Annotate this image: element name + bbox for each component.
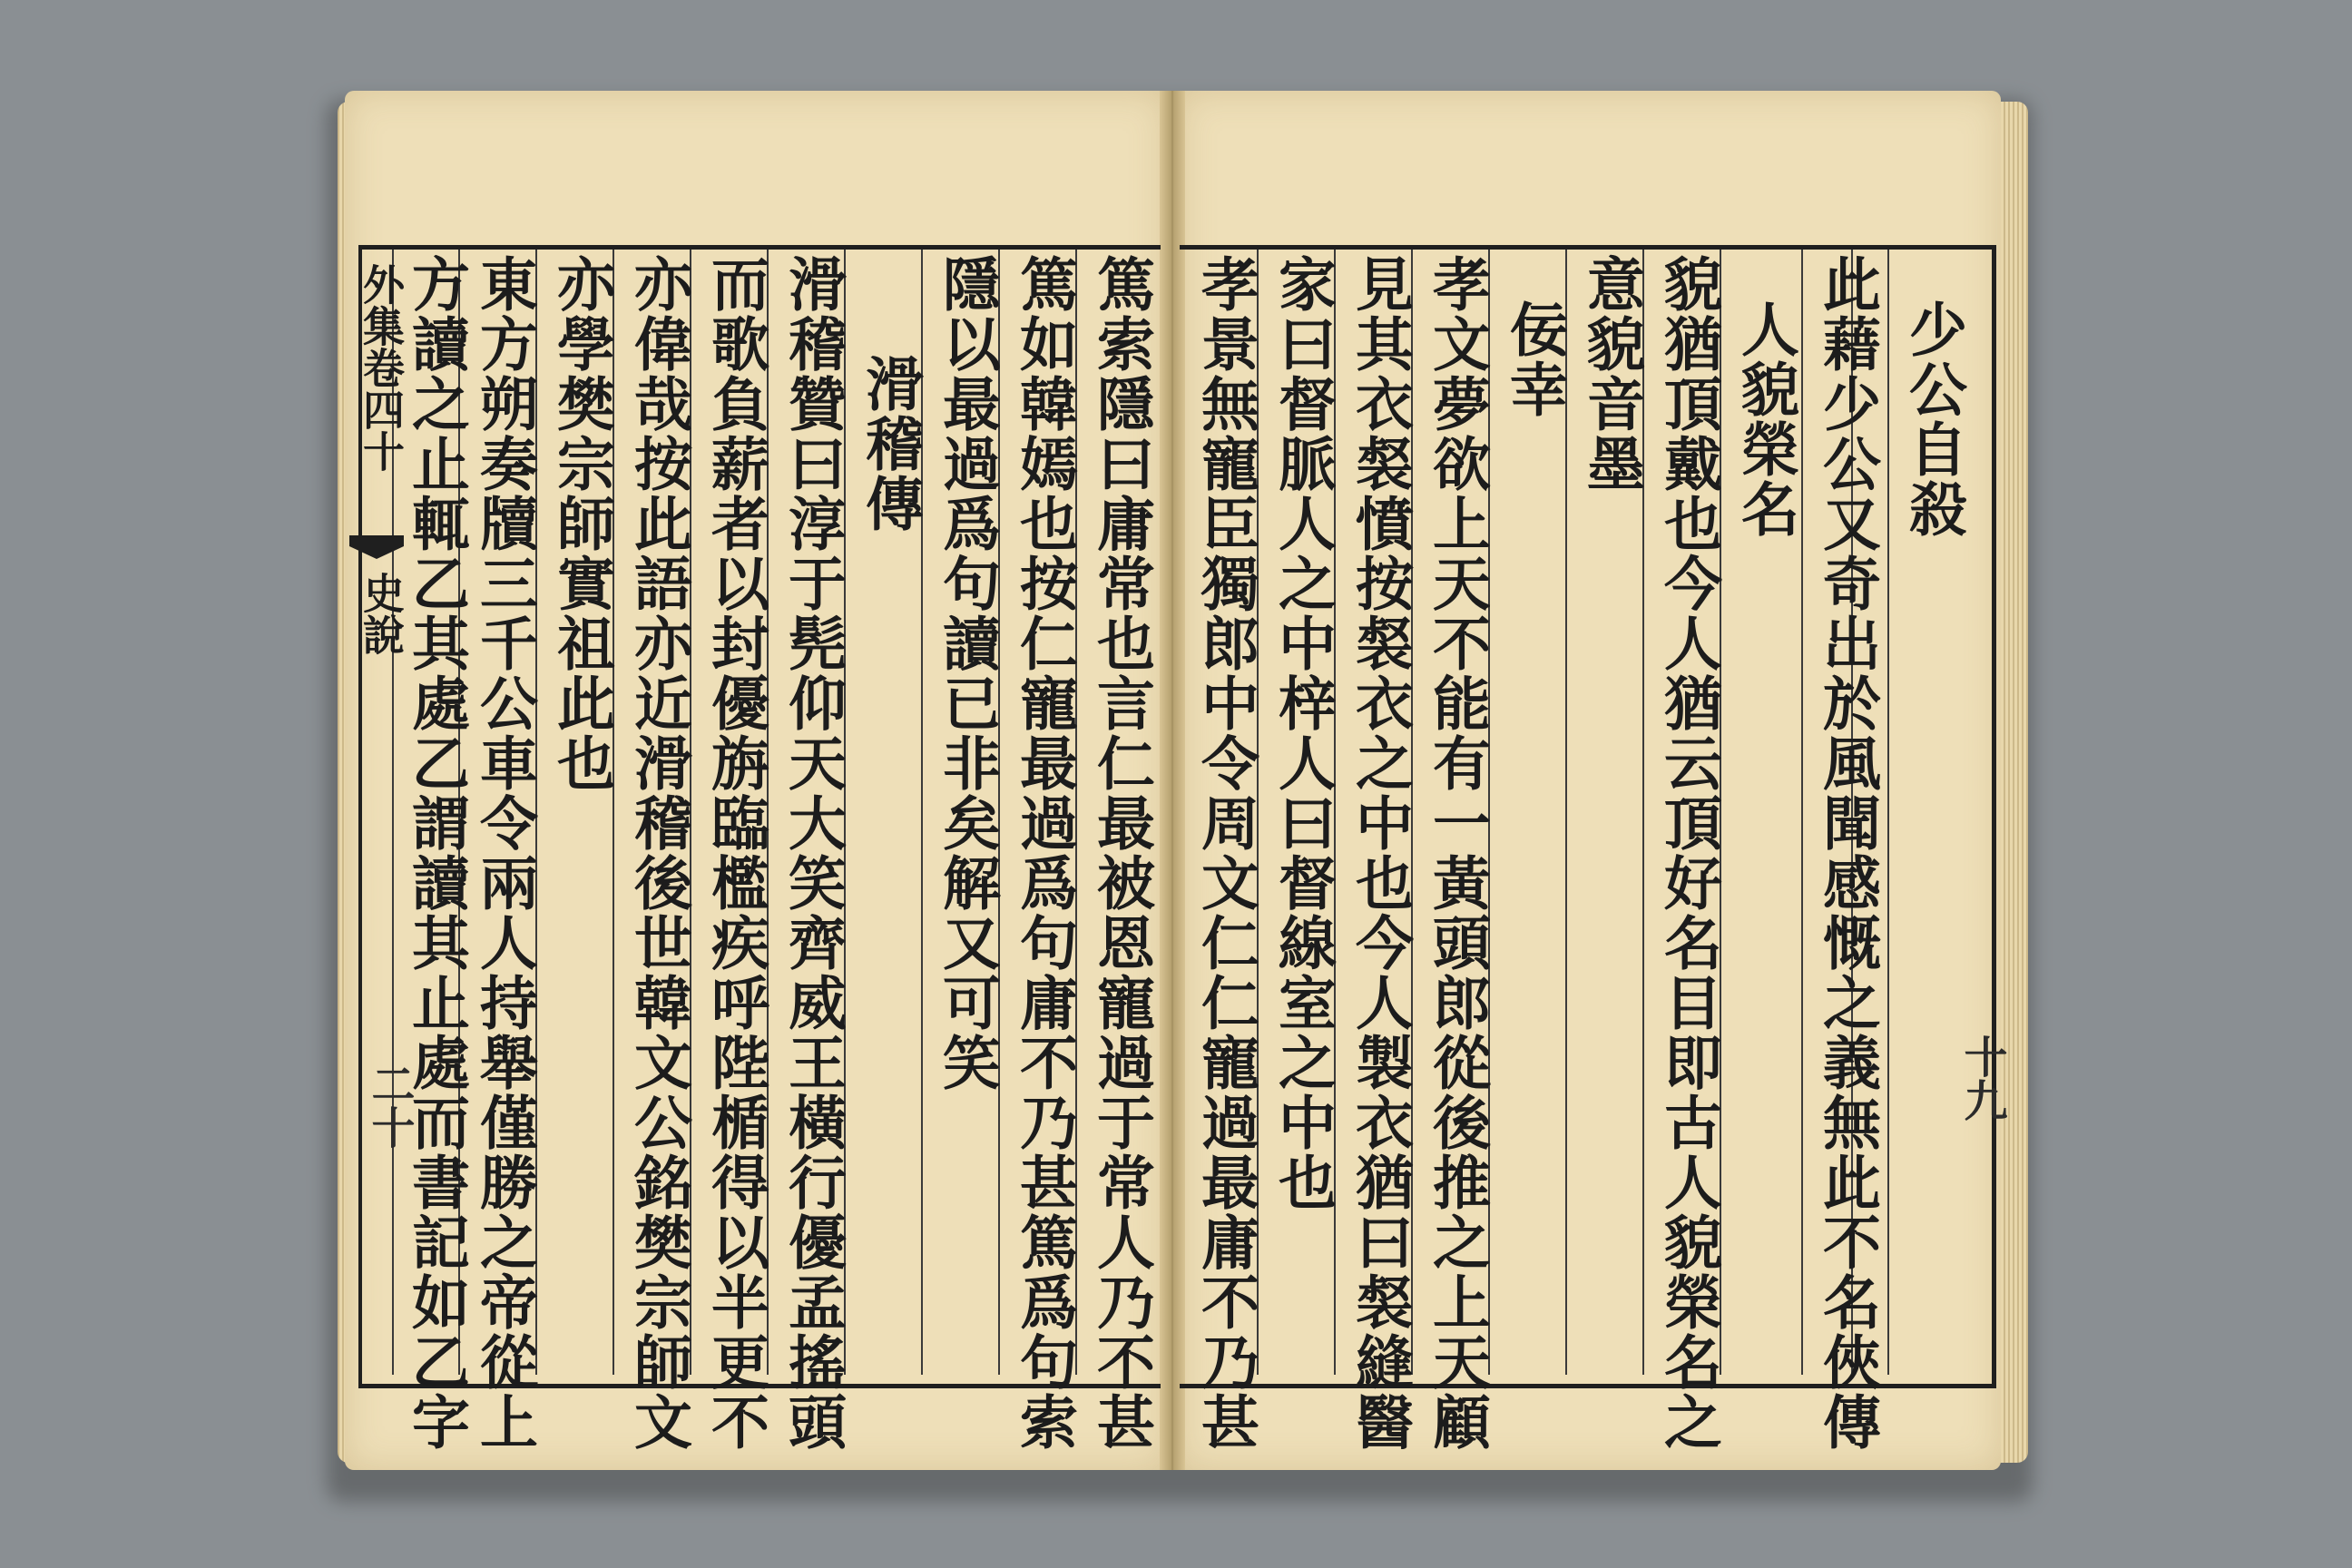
- left-col-4: 滑稽傳: [856, 354, 924, 534]
- left-col-8: 亦學樊宗師實祖此也: [547, 254, 615, 793]
- right-page-number: 十九: [1956, 1034, 2007, 1122]
- right-col-7: 孝文夢欲上天不能有一黃頭郎從後推之上天顧: [1423, 254, 1491, 1452]
- left-col-6: 而歌負薪者以封優旃臨檻疾呼陛楯得以半更不: [701, 254, 769, 1452]
- fish-tail-ornament: [349, 535, 404, 572]
- column-rule: [1887, 250, 1889, 1375]
- right-col-5: 意貌音墨: [1577, 254, 1645, 494]
- left-col-9: 東方朔奏牘三千公車令兩人持舉僅勝之帝從上: [470, 254, 538, 1452]
- left-col-1: 篤索隱曰庸常也言仁最被恩寵過于常人乃不甚: [1087, 254, 1155, 1452]
- left-page-number: 二十: [364, 1062, 415, 1149]
- right-col-9: 家曰督脈人之中梓人曰督線室之中也: [1269, 254, 1337, 1212]
- left-col-5: 滑稽贊曰淳于髡仰天大笑齊威王橫行優孟搖頭: [779, 254, 847, 1452]
- right-col-2: 此藉少公又奇出於風聞感慨之義無此不名俠傳: [1813, 254, 1881, 1452]
- margin-volume-label: 外集卷四十: [357, 263, 406, 472]
- left-col-3: 隱以最過爲句讀已非矣解又可笑: [933, 254, 1001, 1093]
- right-col-1: 少公自殺: [1899, 299, 1967, 539]
- right-col-8: 見其衣裻憤按裻衣之中也今人製衣猶曰裻縫醫: [1346, 254, 1414, 1452]
- column-rule: [1801, 250, 1803, 1375]
- left-col-2: 篤如韓嫣也按仁寵最過爲句庸不乃甚篤爲句索: [1010, 254, 1078, 1452]
- right-col-6: 佞幸: [1500, 299, 1568, 419]
- left-col-10: 方讀之止輒乙其處乙謂讀其止處而書記如乙字: [402, 254, 470, 1452]
- right-col-10: 孝景無寵臣獨郎中令周文仁仁寵過最庸不乃甚: [1191, 254, 1259, 1452]
- margin-title-label: 史說: [357, 572, 406, 655]
- page-edges-right: [1996, 102, 2028, 1463]
- left-col-7: 亦偉哉按此語亦近滑稽後世韓文公銘樊宗師文: [624, 254, 692, 1452]
- right-col-4: 貌猶頂戴也今人猶云頂好名目即古人貌榮名之: [1654, 254, 1722, 1452]
- right-col-3: 人貌榮名: [1731, 299, 1799, 539]
